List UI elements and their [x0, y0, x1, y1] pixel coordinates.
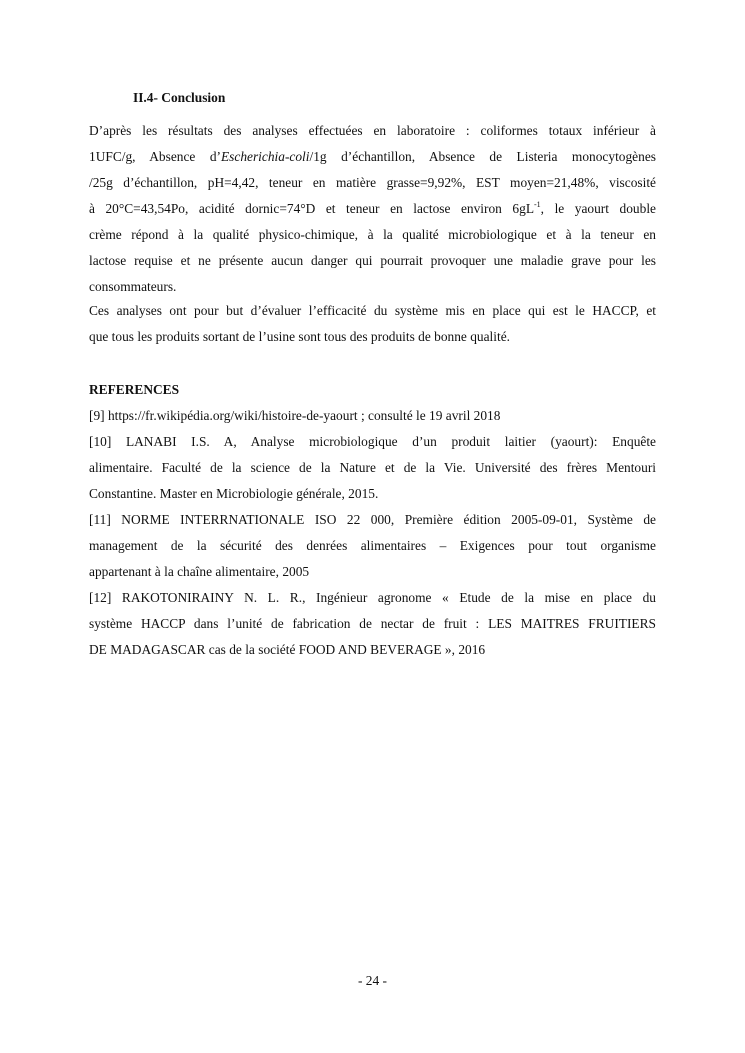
- text-line: crème répond à la qualité physico-chimique, à la qualité microbiologique et à la teneur en: [89, 227, 656, 242]
- text-line: D’après les résultats des analyses effectuées en laboratoire : coliformes totaux inférieur à: [89, 123, 656, 138]
- text-line: Ces analyses ont pour but d’évaluer l’efficacité du système mis en place qui est le HACCP, et: [89, 303, 656, 318]
- conclusion-paragraph: [89, 118, 656, 300]
- reference-line: [11] NORME INTERRNATIONALE ISO 22 000, Première édition 2005-09-01, Système de: [89, 512, 656, 527]
- reference-line: DE MADAGASCAR cas de la société FOOD AND BEVERAGE », 2016: [89, 642, 486, 657]
- references-title: REFERENCES: [89, 382, 180, 397]
- page-number: - 24 -: [357, 973, 387, 988]
- reference-line: Constantine. Master en Microbiologie générale, 2015.: [89, 486, 379, 501]
- text-line: /25g d’échantillon, pH=4,42, teneur en matière grasse=9,92%, EST moyen=21,48%, viscosité: [89, 175, 656, 190]
- text-line: à 20°C=43,54Po, acidité dornic=74°D et teneur en lactose environ $6gL^{-1}$, le yaourt double: [89, 200, 656, 216]
- reference-line: alimentaire. Faculté de la science de la Nature et de la Vie. Université des frères Mentouri: [89, 460, 656, 475]
- reference-line: système HACCP dans l’unité de fabrication de nectar de fruit : LES MAITRES FRUITIERS: [89, 616, 656, 631]
- text-line: consommateurs.: [89, 279, 177, 294]
- section-title: II.4- Conclusion: [133, 90, 226, 105]
- references-list: [89, 403, 656, 663]
- reference-line: appartenant à la chaîne alimentaire, 2005: [89, 564, 310, 579]
- text-line: lactose requise et ne présente aucun danger qui pourrait provoquer une maladie grave pour les: [89, 253, 656, 268]
- conclusion-paragraph-2: [89, 298, 656, 350]
- species-name: Escherichia-coli: [221, 149, 310, 164]
- text-line: 1UFC/g, Absence d’Escherichia-coli/1g d’échantillon, Absence de Listeria monocytogènes: [89, 149, 656, 164]
- reference-line: [9] https://fr.wikipédia.org/wiki/histoire-de-yaourt ; consulté le 19 avril 2018: [89, 408, 501, 423]
- text-line: que tous les produits sortant de l’usine sont tous des produits de bonne qualité.: [89, 329, 511, 344]
- reference-line: management de la sécurité des denrées alimentaires – Exigences pour tout organisme: [89, 538, 656, 553]
- superscript: -1: [534, 200, 541, 209]
- reference-line: [10] LANABI I.S. A, Analyse microbiologique d’un produit laitier (yaourt): Enquête: [89, 434, 656, 449]
- reference-line: [12] RAKOTONIRAINY N. L. R., Ingénieur agronome « Etude de la mise en place du: [89, 590, 656, 605]
